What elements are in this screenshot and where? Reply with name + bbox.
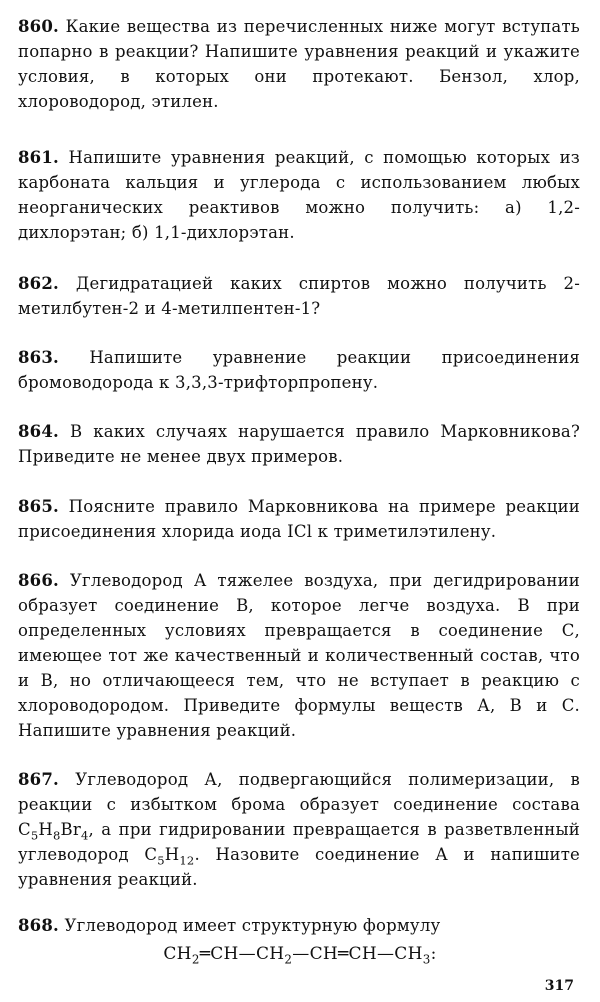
problem-864 <box>18 419 580 469</box>
problem-text: Углеводород А, подвергающийся полимеризации, в реакции с избытком брома образует соединение состава <box>18 770 580 814</box>
problem-number: 868. <box>18 916 59 935</box>
problem-number: 867. <box>18 770 59 789</box>
problem-text: В каких случаях нарушается правило Марковникова? Приведите не менее двух примеров. <box>18 422 580 466</box>
formula-subscript: 3 <box>422 952 431 967</box>
problem-868 <box>18 913 580 938</box>
formula-subscript: 4 <box>80 828 89 843</box>
page-number: 317 <box>544 978 574 994</box>
formula-part: C <box>144 845 158 864</box>
formula-c5h12 <box>144 845 195 868</box>
formula-part: —CH═CH—CH <box>292 944 423 964</box>
problem-number: 862. <box>18 274 59 293</box>
problem-text: Какие вещества из перечисленных ниже могут вступать попарно в реакции? Напишите уравнения реакций и укажите условия, в которых они протекают. Бензол, хлор, хлороводород, этилен. <box>18 17 580 111</box>
problem-text: . Назовите соединение А и напишите уравнения реакций. <box>18 845 580 889</box>
problem-text: Углеводород А тяжелее воздуха, при дегидрировании образует соединение В, которое легче воздуха. В при определенных условиях превращается в соединение С, имеющее тот же качественный и количественный состав, что и В, но отличающееся тем, что не вступает в реакцию с хлороводородом. Приведите формулы веществ А, В и С. Напишите уравнения реакций. <box>18 571 580 740</box>
formula-subscript: 5 <box>30 828 39 843</box>
formula-c5h8br4 <box>18 820 89 843</box>
formula-part: H <box>164 845 180 864</box>
problem-863 <box>18 345 580 395</box>
problem-861 <box>18 145 580 245</box>
problem-text: Напишите уравнения реакций, с помощью которых из карбоната кальция и углерода с использованием любых неорганических реактивов можно получить: а) 1,2-дихлорэтан; б) 1,1-дихлорэтан. <box>18 148 580 242</box>
problem-860 <box>18 14 580 114</box>
formula-part: ═CH—CH <box>199 944 285 964</box>
problem-number: 861. <box>18 148 59 167</box>
problem-text: Напишите уравнение реакции присоединения бромоводорода к 3,3,3-трифторпропену. <box>18 348 580 392</box>
problem-867 <box>18 767 580 892</box>
structural-formula <box>0 944 600 967</box>
problem-865 <box>18 494 580 544</box>
problem-862 <box>18 271 580 321</box>
formula-subscript: 12 <box>179 853 195 868</box>
formula-part: Br <box>60 820 81 839</box>
problem-number: 866. <box>18 571 59 590</box>
formula-part: CH <box>163 944 192 964</box>
problem-number: 863. <box>18 348 59 367</box>
formula-part: H <box>38 820 53 839</box>
problem-text: Дегидратацией каких спиртов можно получить 2-метилбутен-2 и 4-метилпентен-1? <box>18 274 580 318</box>
formula-subscript: 8 <box>52 828 61 843</box>
problem-number: 864. <box>18 422 59 441</box>
problem-number: 860. <box>18 17 59 36</box>
formula-part: C <box>18 820 31 839</box>
problem-number: 865. <box>18 497 59 516</box>
problem-text: , а при гидрировании превращается в разветвленный углеводород <box>18 820 580 864</box>
formula-subscript: 5 <box>157 853 165 868</box>
problem-866 <box>18 568 580 743</box>
formula-subscript: 2 <box>284 952 293 967</box>
formula-subscript: 2 <box>191 952 200 967</box>
problem-text: Углеводород имеет структурную формулу <box>59 916 441 935</box>
problem-text: Поясните правило Марковникова на примере реакции присоединения хлорида иода ICl к триметилэтилену. <box>18 497 580 541</box>
formula-part: : <box>430 944 437 964</box>
